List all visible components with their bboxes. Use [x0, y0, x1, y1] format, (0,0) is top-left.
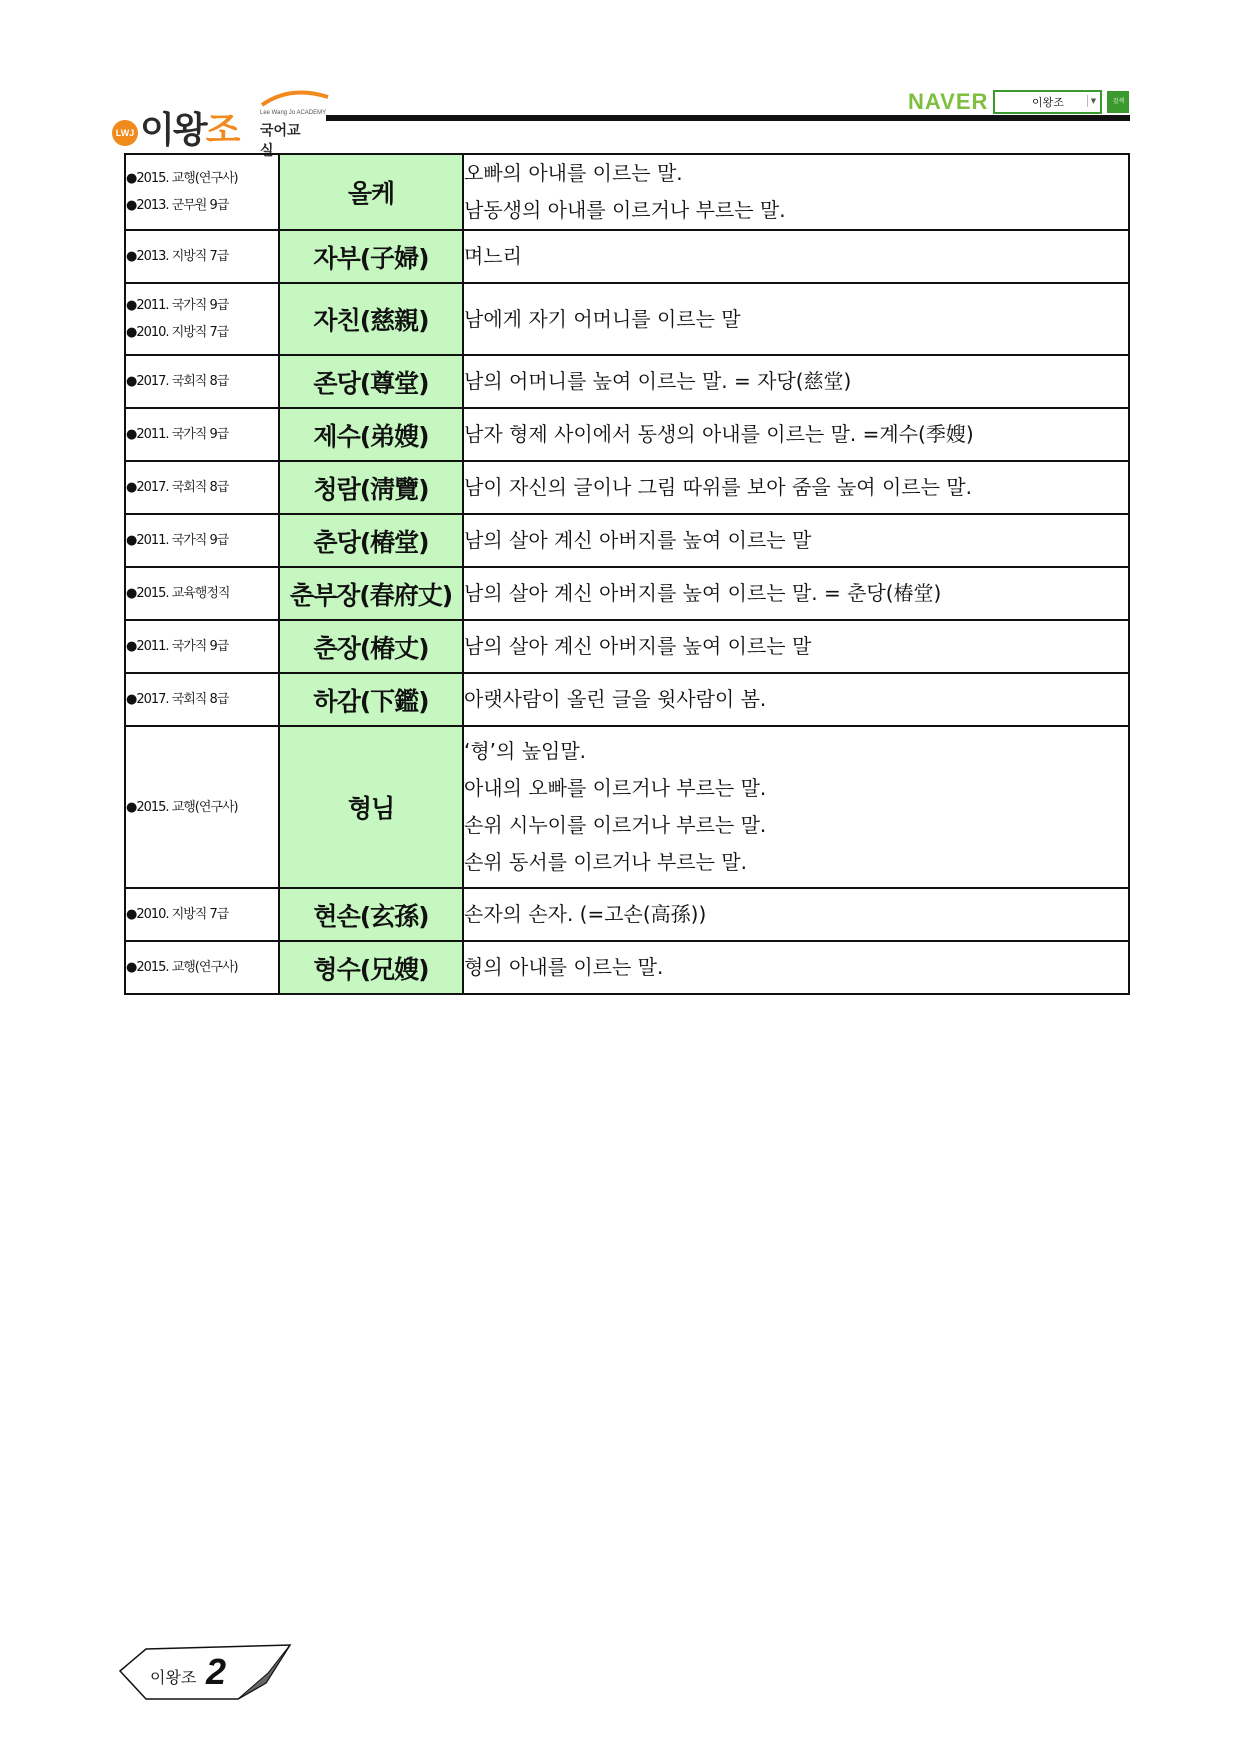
meaning-cell: [463, 230, 1129, 283]
meaning-line: 남의 살아 계신 아버지를 높여 이르는 말: [464, 634, 812, 658]
logo-circle-badge: LWJ: [112, 120, 138, 146]
logo-academy-text: Lee Wang Jo ACADEMY: [260, 110, 327, 116]
meaning-cell: [463, 620, 1129, 673]
exam-cell: [125, 726, 279, 888]
meaning-cell: [463, 941, 1129, 994]
table-row: [125, 154, 1129, 230]
exam-cell: [125, 154, 279, 230]
table-row: [125, 888, 1129, 941]
table-row: [125, 355, 1129, 408]
exam-label: ●2015. 교행(연구사): [126, 960, 238, 975]
table-row: [125, 673, 1129, 726]
meaning-cell: [463, 514, 1129, 567]
meaning-cell: [463, 154, 1129, 230]
exam-cell: [125, 941, 279, 994]
exam-label: ●2017. 국회직 8급: [126, 692, 229, 707]
table-row: [125, 461, 1129, 514]
exam-label: ●2013. 군무원 9급: [126, 198, 229, 213]
meaning-cell: [463, 888, 1129, 941]
term-cell: 올케: [279, 154, 463, 230]
exam-label: ●2011. 국가직 9급: [126, 639, 229, 654]
naver-search-button[interactable]: 검색: [1107, 91, 1129, 113]
table-row: [125, 230, 1129, 283]
logo-name-part1: 이왕: [140, 110, 206, 151]
table-row: [125, 283, 1129, 355]
page-number-badge: [118, 1643, 308, 1703]
page-author-label: 이왕조: [150, 1668, 197, 1687]
term-cell: 현손(玄孫): [279, 888, 463, 941]
meaning-cell: [463, 726, 1129, 888]
exam-cell: [125, 514, 279, 567]
term-cell: 춘장(椿丈): [279, 620, 463, 673]
meaning-line: 남에게 자기 어머니를 이르는 말: [464, 306, 741, 331]
table-row: [125, 726, 1129, 888]
term-cell: 형님: [279, 726, 463, 888]
term-cell: 존당(尊堂): [279, 355, 463, 408]
table-row: [125, 514, 1129, 567]
term-cell: 형수(兄嫂): [279, 941, 463, 994]
exam-label: ●2017. 국회직 8급: [126, 480, 229, 495]
exam-label: ●2010. 지방직 7급: [126, 325, 229, 340]
meaning-line: 형의 아내를 이르는 말.: [464, 955, 664, 979]
table-row: [125, 567, 1129, 620]
meaning-line: 손위 동서를 이르거나 부르는 말.: [464, 850, 747, 874]
logo-swoosh-icon: [260, 87, 330, 107]
logo-class-name: 국어교실: [260, 123, 301, 159]
exam-cell: [125, 673, 279, 726]
exam-cell: [125, 461, 279, 514]
term-cell: 제수(弟嫂): [279, 408, 463, 461]
exam-cell: [125, 355, 279, 408]
exam-label: ●2010. 지방직 7급: [126, 907, 229, 922]
meaning-line: 아랫사람이 올린 글을 윗사람이 봄.: [464, 687, 767, 711]
naver-wordmark: NAVER: [908, 89, 989, 114]
meaning-line: 며느리: [464, 244, 522, 268]
naver-search-input[interactable]: [993, 90, 1102, 114]
meaning-cell: [463, 408, 1129, 461]
meaning-line: 아내의 오빠를 이르거나 부르는 말.: [464, 776, 767, 800]
table-row: [125, 408, 1129, 461]
exam-cell: [125, 408, 279, 461]
term-cell: 자부(子婦): [279, 230, 463, 283]
chevron-down-icon[interactable]: ▼: [1087, 95, 1098, 107]
vocabulary-table: [124, 153, 1130, 995]
meaning-line: 오빠의 아내를 이르는 말.: [464, 161, 683, 185]
exam-cell: [125, 620, 279, 673]
exam-cell: [125, 283, 279, 355]
meaning-line: 손자의 손자. (=고손(高孫)): [464, 902, 707, 926]
exam-label: ●2015. 교행(연구사): [126, 799, 238, 815]
meaning-line: 남의 어머니를 높여 이르는 말. = 자당(慈堂): [464, 369, 852, 393]
exam-label: ●2011. 국가직 9급: [126, 298, 229, 313]
exam-label: ●2015. 교행(연구사): [126, 171, 238, 186]
table-row: [125, 941, 1129, 994]
exam-cell: [125, 888, 279, 941]
exam-label: ●2011. 국가직 9급: [126, 533, 229, 548]
meaning-line: ‘형’의 높임말.: [464, 739, 587, 763]
term-cell: 춘부장(春府丈): [279, 567, 463, 620]
exam-label: ●2011. 국가직 9급: [126, 427, 229, 442]
table-row: [125, 620, 1129, 673]
exam-label: ●2015. 교육행정직: [126, 586, 230, 601]
meaning-cell: [463, 283, 1129, 355]
meaning-line: 남이 자신의 글이나 그림 따위를 보아 줌을 높여 이르는 말.: [464, 475, 972, 499]
academy-logo: [110, 82, 327, 159]
naver-search-bar: [908, 89, 1129, 115]
meaning-cell: [463, 567, 1129, 620]
meaning-cell: [463, 461, 1129, 514]
logo-name: [140, 102, 238, 153]
logo-name-part2: 조: [205, 110, 239, 151]
meaning-line: 남의 살아 계신 아버지를 높여 이르는 말. = 춘당(椿堂): [464, 581, 942, 605]
meaning-cell: [463, 355, 1129, 408]
header-rule: [326, 115, 1130, 121]
exam-label: ●2013. 지방직 7급: [126, 249, 229, 264]
exam-cell: [125, 230, 279, 283]
meaning-cell: [463, 673, 1129, 726]
naver-search-value: 이왕조: [1031, 96, 1064, 109]
meaning-line: 남자 형제 사이에서 동생의 아내를 이르는 말. =계수(季嫂): [464, 422, 974, 446]
exam-label: ●2017. 국회직 8급: [126, 374, 229, 389]
page-number: 2: [206, 1651, 227, 1692]
meaning-line: 남동생의 아내를 이르거나 부르는 말.: [464, 198, 786, 222]
term-cell: 청람(淸覽): [279, 461, 463, 514]
term-cell: 춘당(椿堂): [279, 514, 463, 567]
exam-cell: [125, 567, 279, 620]
term-cell: 하감(下鑑): [279, 673, 463, 726]
meaning-line: 손위 시누이를 이르거나 부르는 말.: [464, 813, 767, 837]
meaning-line: 남의 살아 계신 아버지를 높여 이르는 말: [464, 528, 812, 552]
term-cell: 자친(慈親): [279, 283, 463, 355]
